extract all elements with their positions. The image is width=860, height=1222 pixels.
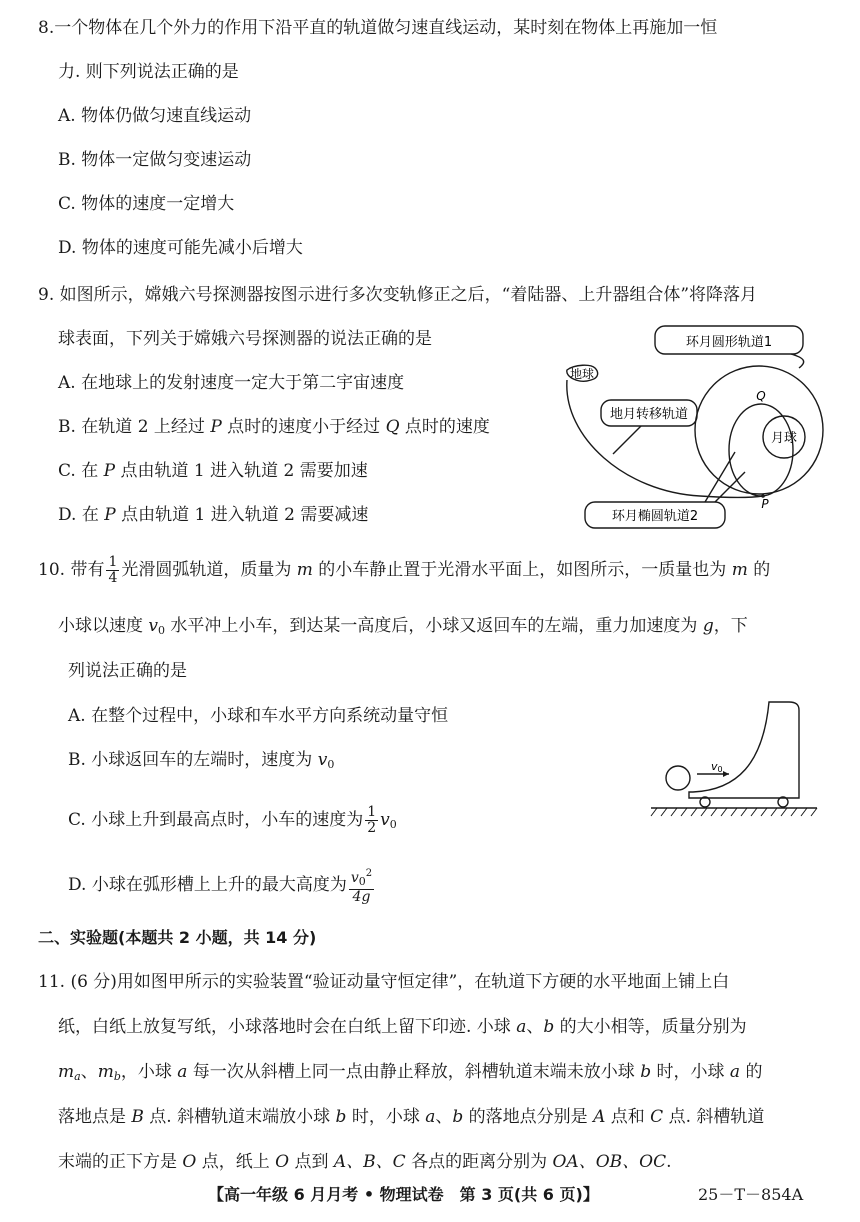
fraction-quarter: $\frac{1}{4}$: [108, 554, 118, 586]
q9-stem-line1: 9. 如图所示，嫦娥六号探测器按图示进行多次变轨修正之后，“着陆器、上升器组合体”将降落月: [38, 285, 758, 305]
velocity-label: v0: [711, 760, 723, 774]
q9-option-d: D. 在 P 点由轨道 1 进入轨道 2 需要减速: [58, 505, 369, 525]
point-p-label: P: [761, 497, 769, 511]
earth-label: 地球: [569, 367, 595, 381]
small-ball: [666, 766, 690, 790]
orbit2-label: 环月椭圆轨道2: [611, 509, 699, 524]
point-q-label: Q: [756, 389, 766, 403]
q10-option-b: B. 小球返回车的左端时，速度为 $v_0$: [68, 750, 335, 771]
orbit1-label: 环月圆形轨道1: [685, 335, 773, 350]
q11-line1: 11. (6 分)用如图甲所示的实验装置“验证动量守恒定律”，在轨道下方硬的水平地面上铺上白: [38, 972, 730, 992]
q8-stem-line2: 力. 则下列说法正确的是: [58, 62, 239, 82]
q11-line4: 落地点是 B 点. 斜槽轨道末端放小球 b 时，小球 a、b 的落地点分别是 A 点和 C 点. 斜槽轨道: [58, 1107, 765, 1127]
q8-option-d: D. 物体的速度可能先减小后增大: [58, 238, 303, 258]
q10-stem-line1: 10. 带有 $\frac{1}{4}$ 光滑圆弧轨道，质量为 m 的小车静止置于光滑水平面上，如图所示，一质量也为 m 的: [38, 554, 771, 586]
footer-title: 【高一年级 6 月月考 • 物理试卷 第 3 页(共 6 页)】: [208, 1185, 599, 1204]
cart-diagram: [645, 700, 825, 822]
q11-line2: 纸，白纸上放复写纸，小球落地时会在白纸上留下印迹. 小球 a、b 的大小相等，质量分别为: [58, 1017, 747, 1037]
elliptical-orbit-2: [729, 404, 793, 496]
section-2-heading: 二、实验题(本题共 2 小题，共 14 分): [38, 928, 317, 947]
fraction-max-height: $\frac{v_0^2}{4g}$: [350, 868, 373, 905]
q9-option-c: C. 在 P 点由轨道 1 进入轨道 2 需要加速: [58, 461, 368, 481]
q10-stem-line2: 小球以速度 $v_0$ 水平冲上小车，到达某一高度后，小球又返回车的左端，重力加速度为 g，下: [58, 616, 748, 637]
q9-option-b: B. 在轨道 2 上经过 P 点时的速度小于经过 Q 点时的速度: [58, 417, 490, 437]
q9-option-a: A. 在地球上的发射速度一定大于第二宇宙速度: [58, 373, 405, 393]
q10-stem-line3: 列说法正确的是: [68, 661, 187, 681]
q10-option-a: A. 在整个过程中，小球和车水平方向系统动量守恒: [68, 706, 449, 726]
transfer-orbit: [567, 380, 766, 498]
transfer-label: 地月转移轨道: [609, 407, 689, 422]
q8-option-a: A. 物体仍做匀速直线运动: [58, 106, 252, 126]
q11-line3: $m_a$、$m_b$，小球 a 每一次从斜槽上同一点由静止释放，斜槽轨道末端未放小球 b 时，小球 a 的: [58, 1062, 763, 1083]
orbit-diagram: [555, 322, 835, 534]
fraction-half: $\frac{1}{2}$: [367, 804, 377, 836]
q8-option-c: C. 物体的速度一定增大: [58, 194, 235, 214]
q9-stem-line2: 球表面，下列关于嫦娥六号探测器的说法正确的是: [58, 329, 432, 349]
q10-option-d: D. 小球在弧形槽上上升的最大高度为 $\frac{v_0^2}{4g}$: [68, 868, 373, 905]
q10-option-c: C. 小球上升到最高点时，小车的速度为 $\frac{1}{2}$ $v_0$: [68, 804, 397, 836]
footer-code: 25－T－854A: [698, 1185, 804, 1204]
q8-stem-line1: 8.一个物体在几个外力的作用下沿平直的轨道做匀速直线运动，某时刻在物体上再施加一恒: [38, 18, 718, 38]
moon-label: 月球: [770, 431, 798, 446]
q11-line5: 末端的正下方是 O 点，纸上 O 点到 A、B、C 各点的距离分别为 OA、OB、OC.: [58, 1152, 672, 1172]
cart-body: [689, 702, 799, 798]
q8-option-b: B. 物体一定做匀变速运动: [58, 150, 252, 170]
